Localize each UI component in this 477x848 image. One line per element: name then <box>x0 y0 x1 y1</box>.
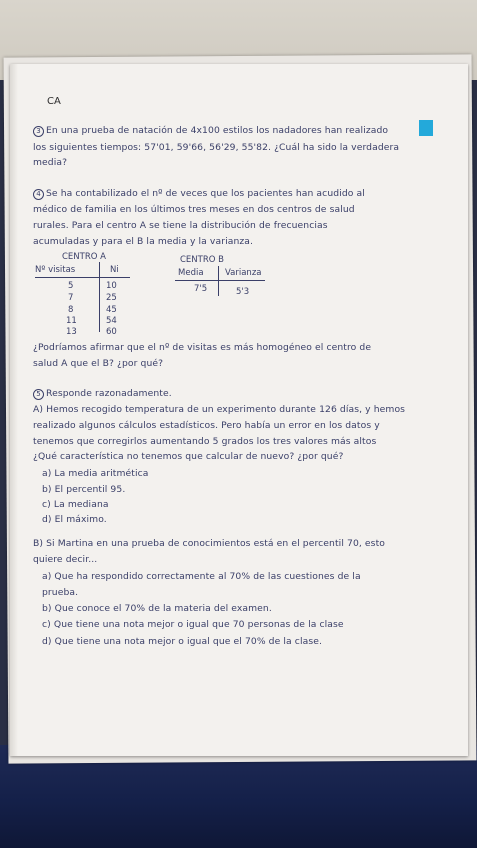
centro-a-row-3-n: 45 <box>106 305 117 315</box>
q5a-line-2: realizado algunos cálculos estadísticos. Pero había un error en los datos y <box>33 420 380 431</box>
q4-question-line-2: salud A que el B? ¿por qué? <box>33 358 164 369</box>
q3-line-3: media? <box>33 157 68 168</box>
q3-line-1: 3 En una prueba de natación de 4x100 estilos los nadadores han realizado <box>33 125 388 137</box>
course-label: CA <box>47 96 61 107</box>
q5a-option-a: a) La media aritmética <box>42 468 149 479</box>
q4-line-3: rurales. Para el centro A se tiene la distribución de frecuencias <box>33 220 328 231</box>
centro-b-title: CENTRO B <box>180 255 224 265</box>
centro-a-row-4-n: 54 <box>106 316 117 326</box>
centro-b-header-media: Media <box>178 268 204 278</box>
centro-a-row-1-x: 5 <box>68 281 74 291</box>
centro-a-header-ni: Ni <box>110 265 119 275</box>
q5a-line-4: ¿Qué característica no tenemos que calcular de nuevo? ¿por qué? <box>33 451 344 462</box>
q5b-option-a-cont: prueba. <box>42 587 79 598</box>
centro-b-hline <box>175 280 265 281</box>
centro-a-row-2-x: 7 <box>68 293 74 303</box>
q4-line-4: acumuladas y para el B la media y la varianza. <box>33 236 254 247</box>
q4-line-1: 4 Se ha contabilizado el nº de veces que los pacientes han acudido al <box>33 188 365 200</box>
centro-a-row-5-x: 13 <box>66 327 77 337</box>
centro-a-row-2-n: 25 <box>106 293 117 303</box>
q5a-option-c: c) La mediana <box>42 499 109 510</box>
centro-a-row-4-x: 11 <box>66 316 77 326</box>
centro-b-header-varianza: Varianza <box>225 268 262 278</box>
q5a-line-3: tenemos que corregirlos aumentando 5 grados los tres valores más altos <box>33 436 377 447</box>
q5b-option-a: a) Que ha respondido correctamente al 70% de las cuestiones de la <box>42 571 361 582</box>
centro-a-row-1-n: 10 <box>106 281 117 291</box>
q4-question-line-1: ¿Podríamos afirmar que el nº de visitas es más homogéneo el centro de <box>33 342 372 353</box>
q3-line-2: los siguientes tiempos: 57'01, 59'66, 56'29, 55'82. ¿Cuál ha sido la verdadera <box>33 142 400 153</box>
centro-a-row-3-x: 8 <box>68 305 74 315</box>
q4-number: 4 <box>33 189 44 200</box>
sticky-tab <box>419 120 433 136</box>
q5-number: 5 <box>33 389 44 400</box>
q5a-option-d: d) El máximo. <box>42 514 107 525</box>
q5b-line-1: B) Si Martina en una prueba de conocimientos está en el percentil 70, esto <box>33 538 385 549</box>
centro-a-header-visitas: Nº visitas <box>35 265 76 275</box>
centro-b-media-value: 7'5 <box>194 284 208 294</box>
sheet-margin <box>10 64 18 756</box>
q3-number: 3 <box>33 126 44 137</box>
q5-intro: 5 Responde razonadamente. <box>33 388 172 400</box>
q5b-line-2: quiere decir... <box>33 554 98 565</box>
centro-a-hline <box>35 277 130 278</box>
centro-a-vline <box>99 262 100 332</box>
q5b-option-c: c) Que tiene una nota mejor o igual que 70 personas de la clase <box>42 619 344 630</box>
q5a-line-1: A) Hemos recogido temperatura de un experimento durante 126 días, y hemos <box>33 404 406 415</box>
centro-a-row-5-n: 60 <box>106 327 117 337</box>
q5a-option-b: b) El percentil 95. <box>42 484 126 495</box>
q4-line-2: médico de familia en los últimos tres meses en dos centros de salud <box>33 204 355 215</box>
centro-a-title: CENTRO A <box>62 252 106 262</box>
centro-b-varianza-value: 5'3 <box>236 287 250 297</box>
centro-b-vline <box>218 266 219 296</box>
q5b-option-b: b) Que conoce el 70% de la materia del examen. <box>42 603 272 614</box>
q5b-option-d: d) Que tiene una nota mejor o igual que el 70% de la clase. <box>42 636 322 647</box>
